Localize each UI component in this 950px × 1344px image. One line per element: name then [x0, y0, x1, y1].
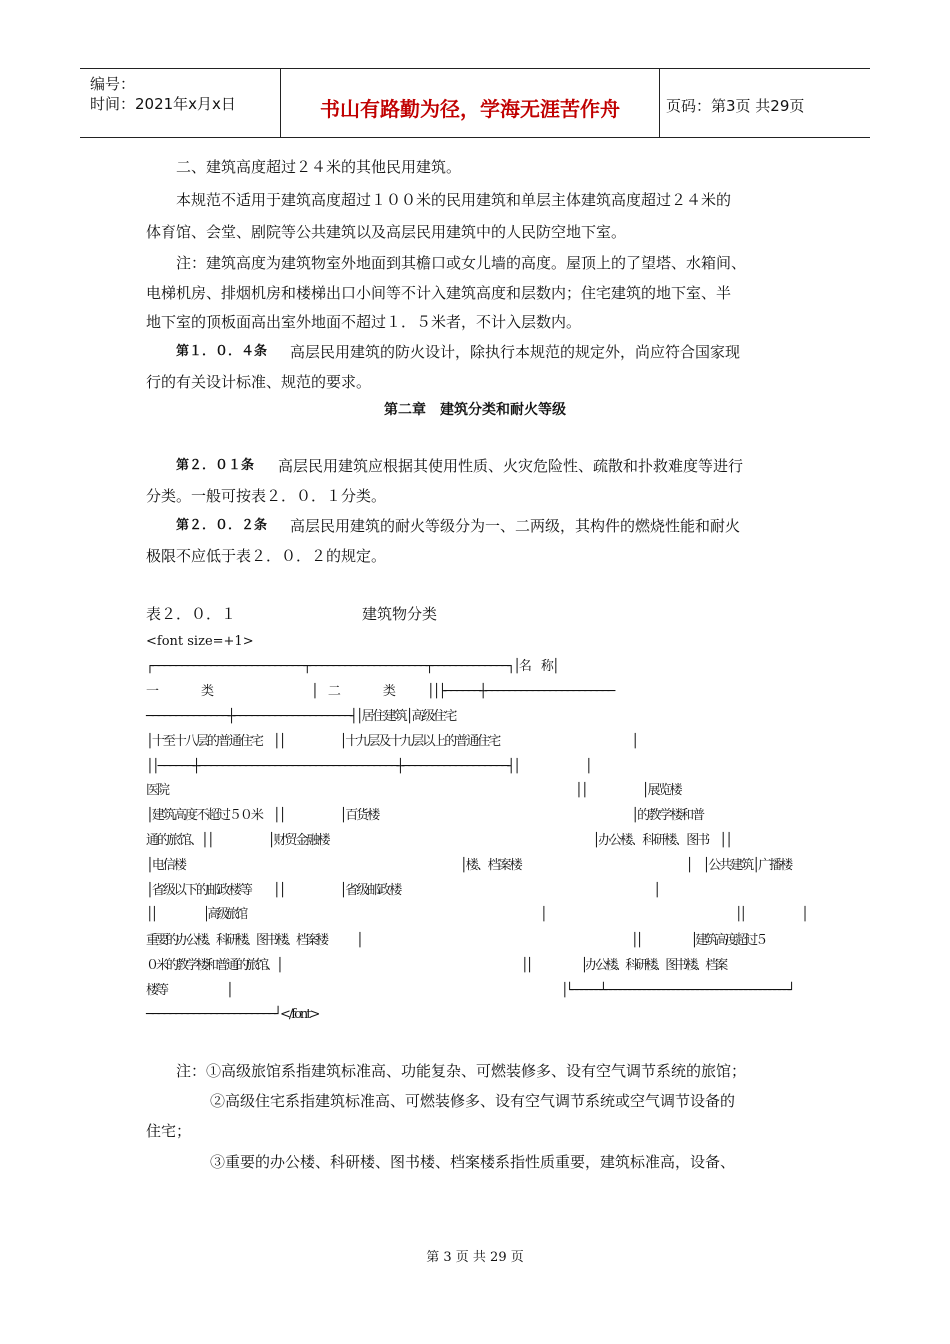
table-line: ０米的教学楼和普通的旅馆、│ ││ │办公楼、科研楼、图书楼、档案: [146, 958, 726, 973]
table-line: 通的旅馆、││ │财贸金融楼 │办公楼、科研楼、图书 ││: [146, 833, 731, 848]
table-line: ││ │高级旅馆 │ ││ │: [146, 907, 806, 922]
table-line: ──────────────┼────────────────────┤│居住建筑│高级住宅: [146, 709, 456, 724]
table-line: ┌──────────────────────────┬────────────────────┬─────────────┐│名 称│: [146, 659, 558, 674]
page-footer: 第 3 页 共 29 页: [426, 1250, 524, 1265]
page-label: 页码：第3页 共29页: [666, 97, 805, 115]
table-line: │建筑高度不超过５０米 ││ │百货楼 │的教学楼和普: [146, 808, 704, 823]
paragraph: 本规范不适用于建筑高度超过１００米的民用建筑和单层主体建筑高度超过２４米的: [176, 191, 732, 209]
article-label: 第１．０．４条: [176, 344, 268, 359]
header-page-cell: [658, 69, 870, 137]
note: ②高级住宅系指建筑标准高、可燃装修多、设有空气调节系统或空气调节设备的: [210, 1092, 736, 1110]
date-label: 时间：2021年x月x日: [90, 95, 236, 113]
article-label: 第２．０．２条: [176, 518, 268, 533]
table-title: 建筑物分类: [362, 605, 438, 623]
paragraph: 极限不应低于表２．０．２的规定。: [146, 547, 387, 565]
table-line: 医院 ││ │展览楼: [146, 783, 681, 798]
paragraph: 体育馆、会堂、剧院等公共建筑以及高层民用建筑中的人民防空地下室。: [146, 223, 627, 241]
table-line: 一 类 │ 二 类 ││├──────┼──────────────────────: [146, 684, 614, 699]
table-line: │省级以下的邮政楼等 ││ │省级邮政楼 │: [146, 883, 660, 898]
article-text: 高层民用建筑的耐火等级分为一、二两级，其构件的燃烧性能和耐火: [290, 517, 741, 535]
note: 注：①高级旅馆系指建筑标准高、功能复杂、可燃装修多、设有空气调节系统的旅馆；: [176, 1062, 747, 1080]
motto: 书山有路勤为径，学海无涯苦作舟: [320, 97, 620, 121]
table-number: 表２．０．１: [146, 605, 237, 623]
font-tag: <font size=+1>: [146, 634, 254, 649]
paragraph: 行的有关设计标准、规范的要求。: [146, 373, 372, 391]
article-text: 高层民用建筑的防火设计，除执行本规范的规定外，尚应符合国家现: [290, 343, 741, 361]
article-text: 高层民用建筑应根据其使用性质、火灾危险性、疏散和扑救难度等进行: [278, 457, 744, 475]
table-line: 楼等 │ │└──────┴──────────────────────────────────────┘: [146, 983, 793, 998]
paragraph: 二、建筑高度超过２４米的其他民用建筑。: [176, 158, 462, 176]
paragraph: 分类。一般可按表２．０．１分类。: [146, 487, 387, 505]
table-line: ──────────────────────┘</font>: [146, 1007, 319, 1022]
article-label: 第２．０１条: [176, 458, 255, 473]
header-meta-cell: [80, 69, 280, 137]
header-motto-cell: [280, 69, 660, 137]
paragraph: 地下室的顶板面高出室外地面不超过１．５米者，不计入层数内。: [146, 313, 582, 331]
serial-label: 编号：: [90, 75, 136, 93]
note: ③重要的办公楼、科研楼、图书楼、档案楼系指性质重要，建筑标准高，设备、: [210, 1153, 736, 1171]
page-header: [80, 68, 870, 138]
chapter-title: 第二章 建筑分类和耐火等级: [384, 402, 566, 418]
paragraph: 注：建筑高度为建筑物室外地面到其檐口或女儿墙的高度。屋顶上的了望塔、水箱间、: [176, 254, 747, 272]
table-line: │电信楼 │楼、档案楼 │ │公共建筑│广播楼: [146, 858, 792, 873]
note: 住宅；: [146, 1122, 192, 1140]
table-line: ││──────┼──────────────────────────────────┼──────────────────┤│ │: [146, 759, 591, 774]
table-line: │十至十八层的普通住宅 ││ │十九层及十九层以上的普通住宅 │: [146, 734, 638, 749]
table-line: 重要的办公楼、科研楼、图书楼、档案楼 │ ││ │建筑高度超过５: [146, 933, 766, 948]
paragraph: 电梯机房、排烟机房和楼梯出口小间等不计入建筑高度和层数内；住宅建筑的地下室、半: [146, 284, 732, 302]
